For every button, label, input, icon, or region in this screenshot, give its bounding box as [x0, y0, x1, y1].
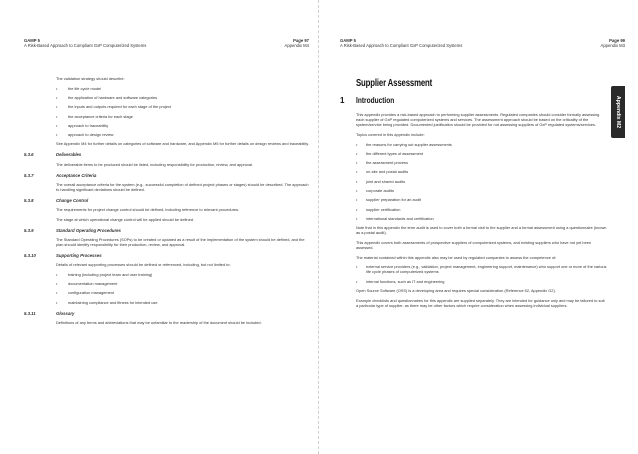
left-intro-note: See Appendix M4 for further details on categories of software and hardware, and Appendix M5 for further details on design reviews and traceability.: [56, 141, 309, 147]
list-item: • approach to design review: [56, 132, 114, 138]
left-page-body: [24, 76, 309, 330]
list-item: • the inputs and outputs required for each stage of the project: [56, 104, 171, 110]
appendix-side-tab: Appendix M2: [611, 86, 625, 138]
list-item: • documentation management: [56, 281, 118, 287]
right-header-doc: GAMP 5: [340, 38, 356, 43]
page-title: Supplier Assessment: [356, 78, 433, 89]
page-divider: [318, 0, 319, 454]
list-item: • maintaining compliance and fitness for intended use: [56, 299, 158, 305]
section-text: Definitions of any terms and abbreviations that may be unfamiliar to the readership of the document should be included.: [56, 319, 262, 325]
list-item: • corporate audits: [356, 187, 394, 193]
section-heading: 5.3.6 Deliverables: [24, 152, 82, 158]
list-item: • the different types of assessment: [356, 150, 424, 156]
section-heading: 1 Introduction: [340, 96, 395, 105]
left-header-doc: GAMP 5: [24, 38, 40, 43]
list-item: • internal functions, such as IT and engineering: [356, 278, 445, 284]
left-header-subtitle: A Risk-Based Approach to Compliant GxP Computerized Systems: [24, 43, 147, 49]
list-item: • the life cycle model: [56, 85, 102, 91]
right-header-page: Page 99: [609, 38, 625, 43]
body-paragraph: Open Source Software (OSS) is a developing area and requires special consideration (Reference 52, Appendix G2).: [356, 288, 556, 293]
section-text: The deliverable items to be produced should be listed, including responsibility for production, review, and approval.: [56, 161, 254, 167]
body-paragraph: This appendix covers both assessments of prospective suppliers of computerized systems, and existing suppliers who have not yet been assessed.: [356, 239, 592, 250]
topics-list: [340, 142, 607, 221]
right-page: [340, 38, 625, 446]
list-item: • supplier preparation for an audit: [356, 197, 421, 203]
section-text: The overall acceptance criteria for the system (e.g., successful completion of defined project phases or stages) should be described. The approach to handling significant deviations should be defined.: [56, 181, 309, 192]
list-item: • joint and shared audits: [356, 178, 406, 184]
list-item: • the acceptance criteria for each stage: [56, 113, 133, 119]
list-item: • on-site and postal audits: [356, 169, 409, 175]
right-header-appendix: Appendix M3: [600, 43, 625, 49]
section-text: The requirements for project change control should be defined, including reference to relevant procedures.: [56, 207, 240, 213]
list-item: • external service providers (e.g., validation, project management, engineering support, maintenance) who support one or more of the various life cycle phases of computerized systems: [356, 264, 607, 275]
list-item: • the reasons for carrying out supplier assessments: [356, 141, 452, 147]
body-paragraph: Note that in this appendix the term audit is used to cover both a formal visit to the supplier and a formal assessment using a questionnaire (known as a postal audit).: [356, 225, 607, 236]
section-heading: 5.3.10 Supporting Processes: [24, 253, 102, 259]
section-text: Details of relevant supporting processes should be defined or referenced, including, but not limited to:: [56, 262, 231, 268]
section-text: The Standard Operating Procedures (SOPs) to be created or updated as a result of the implementation of the system should be defined, and the plan should identify responsibility for their production, review, and approval.: [56, 236, 305, 247]
list-item: • the assessment process: [356, 160, 408, 166]
section-heading: 5.3.11 Glossary: [24, 310, 75, 316]
left-header-appendix: Appendix M4: [284, 43, 309, 49]
left-intro-bullets: [56, 86, 309, 138]
section-heading: 5.3.9 Standard Operating Procedures: [24, 227, 121, 233]
topics-intro: Topics covered in this appendix include:: [356, 131, 425, 137]
left-page: [24, 38, 309, 446]
body-paragraph: The material contained within this appendix also may be used by regulated companies to assess the competence of:: [356, 254, 557, 260]
right-page-body: [340, 78, 607, 312]
section-text: The stage at which operational change control will be applied should be defined.: [56, 216, 194, 222]
section-heading: 5.3.8 Change Control: [24, 197, 89, 203]
left-intro: The validation strategy should describe:: [56, 76, 125, 81]
list-item: • approach to traceability: [56, 122, 109, 128]
list-item: • international standards and certification: [356, 215, 434, 221]
list-item: • supplier certification: [356, 206, 401, 212]
intro-paragraph: This appendix provides a risk-based approach to performing supplier assessments. Regulated companies should consider formally assessing each supplier of GxP regulated computerized systems and services. The assessment approach should be based on the criticality of the system/service being provided. Documented justification should be provided for not assessing suppliers of GxP regulated systems/services.: [356, 112, 600, 128]
list-item: • configuration management: [56, 290, 115, 296]
body-paragraph: Example checklists and questionnaires for this appendix are supplied separately. They are intended for guidance only and may be tailored to suit a particular type of supplier, as there may be other factors which require consideration when assessing individual suppliers.: [356, 297, 605, 308]
list-item: • the application of hardware and software categories: [56, 94, 158, 100]
left-header-page: Page 97: [293, 38, 309, 43]
right-header-subtitle: A Risk-Based Approach to Compliant GxP Computerized Systems: [340, 43, 463, 49]
list-item: • training (including project team and user training): [56, 271, 153, 277]
section-heading: 5.3.7 Acceptance Criteria: [24, 172, 97, 178]
